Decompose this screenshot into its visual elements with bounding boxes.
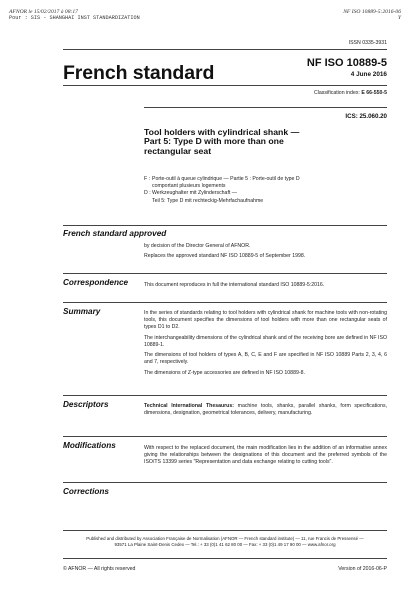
- approved-text: [144, 243, 387, 264]
- standard-number: NF ISO 10889-5: [306, 57, 387, 69]
- indent: [144, 183, 152, 190]
- stamp-date: AFNOR le 15/02/2017 à 08:17: [9, 9, 78, 15]
- descriptor-terms: machine tools, shanks, parallel shanks, form specifications, dimensions, designation, geometrical tolerances, delivery, manufacturing.: [144, 403, 388, 417]
- corrections-heading: Corrections: [63, 487, 109, 496]
- bottom-divider: [63, 558, 387, 559]
- copyright: © AFNOR — All rights reserved: [63, 566, 136, 572]
- summary-paragraph: In the series of standards relating to tool holders with cylindrical shank for machine tools with non-rotating tools, this document specifies the dimensions of tool holders with more than one rectangular seats of types D1 to D2.: [144, 310, 387, 331]
- classification-index: [314, 90, 387, 96]
- french-title-cont: [144, 183, 384, 190]
- classification-value: E 66-550-5: [361, 90, 387, 96]
- stamp-recipient: Pour : SIS - SHANGHAI INST STANDARDIZATION: [9, 15, 140, 22]
- download-stamp: [9, 9, 140, 21]
- summary-text: [144, 310, 387, 380]
- standard-date: 4 June 2016: [350, 71, 387, 78]
- document-type: French standard: [63, 62, 215, 84]
- summary-paragraph: The dimensions of tool holders of types A, B, C, E and F are specified in NF ISO 10889 Parts 2, 3, 4, 6 and 7, respectively.: [144, 352, 387, 366]
- section-divider: [63, 225, 387, 226]
- correspondence-text: [144, 282, 387, 292]
- german-title-line1: Werkzeughalter mit Zylinderschaft —: [152, 190, 237, 197]
- french-title-line1: Porte-outil à queue cylindrique — Partie 5 : Porte-outil de type D: [152, 176, 300, 182]
- title-translations: [144, 176, 384, 205]
- correspondence-heading: Correspondence: [63, 278, 129, 287]
- summary-paragraph: The interchangeability dimensions of the cylindrical shank and of the receiving bore are defined in NF ISO 10889-1.: [144, 334, 387, 348]
- modifications-heading: Modifications: [63, 441, 116, 450]
- footer-divider: [63, 530, 387, 531]
- modifications-paragraph: With respect to the replaced document, the main modification lies in the addition of an informative annex giving the relationships between the designations of this document and the preferred symbols of the ISO/TS 13399 series "Representation and data exchange relating to cutting tools".: [144, 445, 387, 466]
- ics-code: ICS: 25.060.20: [345, 113, 387, 120]
- document-title: [144, 128, 364, 156]
- descriptors-heading: Descriptors: [63, 400, 109, 409]
- title-line: rectangular seat: [144, 145, 212, 156]
- german-title-cont: [144, 198, 384, 205]
- lang-key-f: F :: [144, 176, 151, 182]
- top-divider: [63, 49, 387, 50]
- modifications-text: [144, 445, 387, 470]
- title-line: Part 5: Type D with more than one: [144, 136, 284, 147]
- stamp-suffix: Y: [397, 15, 401, 22]
- publisher-info: [63, 536, 387, 548]
- summary-paragraph: The dimensions of Z-type accessories are defined in NF ISO 10889-8.: [144, 369, 305, 376]
- approved-heading: French standard approved: [63, 229, 167, 238]
- section-divider: [63, 436, 387, 437]
- approved-paragraph: Replaces the approved standard NF ISO 10889-5 of September 1998.: [144, 253, 306, 260]
- publisher-line: Published and distributed by Association Française de Normalisation (AFNOR — French standard institute) — 11, rue Francis de Pressensé —: [86, 536, 364, 541]
- descriptors-text: [144, 403, 387, 421]
- indent: [144, 198, 152, 205]
- publisher-line: 93571 La Plaine Saint-Denis Cedex — Tel.: + 33 (0)1 41 62 80 00 — Fax: + 33 (0)1 49 17 90 00 — www.afnor.org: [114, 542, 336, 547]
- french-title: [144, 176, 384, 183]
- ics-divider: [144, 107, 387, 108]
- approved-paragraph: by decision of the Director General of AFNOR.: [144, 243, 251, 249]
- reference-stamp: [343, 9, 401, 21]
- lang-key-d: D :: [144, 190, 151, 197]
- issn: ISSN 0335-3931: [348, 40, 387, 46]
- german-title: [144, 190, 384, 197]
- correspondence-paragraph: This document reproduces in full the international standard ISO 10889-5:2016.: [144, 282, 325, 288]
- french-title-line2: comportant plusieurs logements: [152, 183, 226, 190]
- descriptors-paragraph: [144, 403, 387, 417]
- german-title-line2: Teil 5: Type D mit rechteckig-Mehrfachaufnahme: [152, 197, 264, 204]
- title-line: Tool holders with cylindrical shank —: [144, 127, 300, 137]
- header-divider: [63, 85, 387, 86]
- summary-heading: Summary: [63, 307, 101, 316]
- section-divider: [63, 482, 387, 483]
- version: Version of 2016-06-P: [338, 566, 387, 572]
- thesaurus-lead: Technical International Thesaurus:: [144, 403, 234, 409]
- classification-label: Classification index:: [314, 90, 360, 96]
- section-divider: [63, 273, 387, 274]
- stamp-reference: NF ISO 10889-5:2016-06: [343, 9, 401, 15]
- section-divider: [63, 302, 387, 303]
- section-divider: [63, 395, 387, 396]
